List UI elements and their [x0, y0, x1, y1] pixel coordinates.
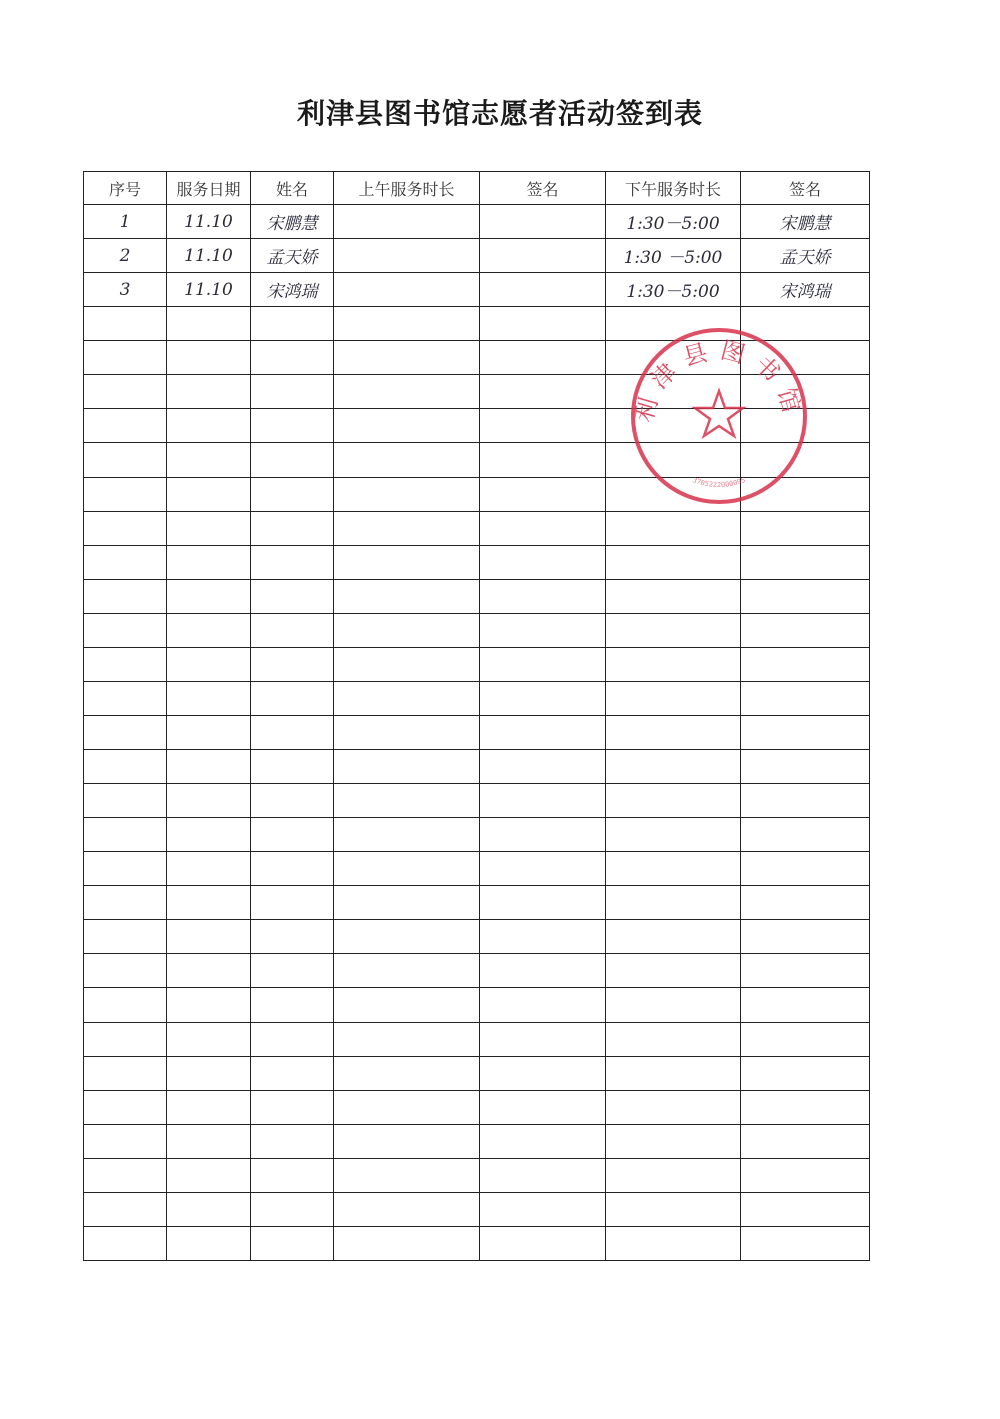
col-header-date: 服务日期 [167, 172, 251, 205]
cell-afternoon-hours [606, 1124, 741, 1158]
cell-afternoon-signature: 宋鸿瑞 [741, 273, 870, 307]
cell-morning-signature [480, 239, 606, 273]
cell-morning-signature [480, 715, 606, 749]
cell-morning-signature [480, 1022, 606, 1056]
cell-name [251, 818, 334, 852]
cell-date [167, 750, 251, 784]
cell-morning-hours [334, 852, 480, 886]
cell-number [84, 1124, 167, 1158]
cell-morning-signature [480, 307, 606, 341]
cell-morning-hours [334, 613, 480, 647]
cell-afternoon-hours [606, 954, 741, 988]
cell-morning-hours [334, 341, 480, 375]
cell-name [251, 784, 334, 818]
cell-afternoon-signature [741, 1056, 870, 1090]
cell-morning-hours [334, 1192, 480, 1226]
table-row-empty [84, 1022, 870, 1056]
cell-number: 3 [84, 273, 167, 307]
cell-afternoon-hours [606, 886, 741, 920]
cell-name [251, 920, 334, 954]
col-header-morning-hours: 上午服务时长 [334, 172, 480, 205]
cell-morning-hours [334, 307, 480, 341]
table-row-empty [84, 545, 870, 579]
cell-number [84, 647, 167, 681]
cell-name [251, 954, 334, 988]
cell-number [84, 852, 167, 886]
cell-name [251, 1056, 334, 1090]
cell-morning-hours [334, 1158, 480, 1192]
cell-number [84, 954, 167, 988]
cell-name [251, 545, 334, 579]
cell-morning-hours [334, 954, 480, 988]
cell-morning-hours [334, 443, 480, 477]
cell-date [167, 545, 251, 579]
cell-afternoon-signature [741, 613, 870, 647]
cell-morning-hours [334, 205, 480, 239]
table-row-empty [84, 1056, 870, 1090]
cell-number [84, 920, 167, 954]
cell-morning-signature [480, 920, 606, 954]
cell-morning-hours [334, 273, 480, 307]
cell-afternoon-signature [741, 920, 870, 954]
cell-number [84, 375, 167, 409]
cell-number [84, 1192, 167, 1226]
table-row-empty [84, 375, 870, 409]
table-row-empty [84, 852, 870, 886]
cell-number: 2 [84, 239, 167, 273]
cell-date [167, 579, 251, 613]
cell-morning-hours [334, 1022, 480, 1056]
cell-morning-hours [334, 784, 480, 818]
cell-afternoon-hours [606, 988, 741, 1022]
cell-morning-signature [480, 750, 606, 784]
cell-afternoon-signature [741, 852, 870, 886]
cell-afternoon-hours: 1:30－5:00 [606, 273, 741, 307]
cell-afternoon-hours [606, 1056, 741, 1090]
cell-morning-signature [480, 205, 606, 239]
cell-name: 宋鸿瑞 [251, 273, 334, 307]
cell-afternoon-signature [741, 681, 870, 715]
cell-morning-signature [480, 1158, 606, 1192]
table-row-empty [84, 613, 870, 647]
cell-number [84, 443, 167, 477]
cell-name: 宋鹏慧 [251, 205, 334, 239]
cell-number: 1 [84, 205, 167, 239]
cell-morning-signature [480, 784, 606, 818]
col-header-afternoon-signature: 签名 [741, 172, 870, 205]
cell-morning-signature [480, 1124, 606, 1158]
cell-afternoon-signature [741, 477, 870, 511]
cell-morning-signature [480, 443, 606, 477]
cell-afternoon-signature: 孟天娇 [741, 239, 870, 273]
table-row-empty [84, 988, 870, 1022]
cell-afternoon-hours: 1:30－5:00 [606, 205, 741, 239]
cell-name [251, 1124, 334, 1158]
cell-date: 11.10 [167, 273, 251, 307]
header-row [84, 172, 870, 205]
cell-afternoon-signature [741, 443, 870, 477]
cell-afternoon-hours [606, 341, 741, 375]
cell-date [167, 988, 251, 1022]
cell-name [251, 443, 334, 477]
table-row-empty [84, 920, 870, 954]
table-row-empty [84, 818, 870, 852]
cell-date [167, 852, 251, 886]
cell-afternoon-signature [741, 988, 870, 1022]
cell-date [167, 443, 251, 477]
cell-number [84, 886, 167, 920]
cell-morning-hours [334, 477, 480, 511]
cell-number [84, 988, 167, 1022]
cell-morning-hours [334, 647, 480, 681]
cell-afternoon-signature [741, 341, 870, 375]
cell-afternoon-signature [741, 954, 870, 988]
cell-afternoon-hours [606, 1158, 741, 1192]
cell-name [251, 852, 334, 886]
table-row-empty [84, 750, 870, 784]
cell-name [251, 1192, 334, 1226]
cell-afternoon-signature [741, 886, 870, 920]
cell-number [84, 307, 167, 341]
cell-date [167, 1056, 251, 1090]
cell-date [167, 1022, 251, 1056]
cell-morning-hours [334, 886, 480, 920]
cell-morning-signature [480, 1090, 606, 1124]
cell-afternoon-hours [606, 750, 741, 784]
cell-afternoon-hours [606, 443, 741, 477]
cell-afternoon-hours: 1:30 －5:00 [606, 239, 741, 273]
cell-name [251, 409, 334, 443]
cell-morning-signature [480, 988, 606, 1022]
cell-morning-signature [480, 409, 606, 443]
cell-name: 孟天娇 [251, 239, 334, 273]
cell-afternoon-signature [741, 1192, 870, 1226]
cell-morning-signature [480, 1192, 606, 1226]
table-row-empty [84, 784, 870, 818]
cell-afternoon-signature [741, 818, 870, 852]
table-row-empty [84, 1226, 870, 1260]
cell-afternoon-signature [741, 375, 870, 409]
cell-date [167, 886, 251, 920]
cell-name [251, 375, 334, 409]
table-row-empty [84, 579, 870, 613]
cell-morning-hours [334, 1226, 480, 1260]
cell-name [251, 1090, 334, 1124]
cell-afternoon-hours [606, 681, 741, 715]
col-header-name: 姓名 [251, 172, 334, 205]
cell-morning-hours [334, 579, 480, 613]
cell-date [167, 1226, 251, 1260]
table-row-empty [84, 511, 870, 545]
cell-morning-signature [480, 647, 606, 681]
cell-afternoon-signature [741, 511, 870, 545]
cell-afternoon-hours [606, 375, 741, 409]
cell-number [84, 409, 167, 443]
cell-morning-hours [334, 409, 480, 443]
cell-afternoon-hours [606, 647, 741, 681]
cell-afternoon-hours [606, 715, 741, 749]
cell-afternoon-hours [606, 1226, 741, 1260]
cell-number [84, 477, 167, 511]
cell-morning-hours [334, 818, 480, 852]
cell-name [251, 988, 334, 1022]
cell-morning-hours [334, 375, 480, 409]
cell-name [251, 647, 334, 681]
cell-afternoon-hours [606, 477, 741, 511]
cell-morning-hours [334, 681, 480, 715]
table-row-empty [84, 1158, 870, 1192]
page-title: 利津县图书馆志愿者活动签到表 [296, 97, 703, 130]
cell-afternoon-signature [741, 1022, 870, 1056]
cell-date [167, 715, 251, 749]
cell-morning-hours [334, 1090, 480, 1124]
table-row [84, 273, 870, 307]
cell-afternoon-signature [741, 750, 870, 784]
cell-morning-hours [334, 239, 480, 273]
table-row-empty [84, 1090, 870, 1124]
cell-date [167, 477, 251, 511]
cell-afternoon-hours [606, 511, 741, 545]
cell-afternoon-hours [606, 818, 741, 852]
cell-date [167, 511, 251, 545]
cell-afternoon-hours [606, 409, 741, 443]
col-header-number: 序号 [84, 172, 167, 205]
cell-name [251, 1022, 334, 1056]
cell-afternoon-signature [741, 784, 870, 818]
cell-name [251, 750, 334, 784]
cell-morning-signature [480, 681, 606, 715]
cell-morning-signature [480, 886, 606, 920]
cell-afternoon-signature [741, 1090, 870, 1124]
seal-text: 利津县图书馆 [629, 335, 809, 426]
cell-date [167, 954, 251, 988]
cell-afternoon-signature [741, 647, 870, 681]
cell-afternoon-hours [606, 579, 741, 613]
sign-in-table [83, 171, 870, 1261]
cell-morning-hours [334, 988, 480, 1022]
cell-afternoon-signature [741, 1226, 870, 1260]
cell-morning-hours [334, 715, 480, 749]
cell-name [251, 477, 334, 511]
cell-name [251, 341, 334, 375]
table-row-empty [84, 1124, 870, 1158]
cell-number [84, 1022, 167, 1056]
cell-morning-hours [334, 750, 480, 784]
cell-afternoon-signature [741, 579, 870, 613]
cell-afternoon-signature [741, 409, 870, 443]
table-row-empty [84, 886, 870, 920]
table-row-empty [84, 307, 870, 341]
cell-morning-signature [480, 375, 606, 409]
cell-morning-signature [480, 579, 606, 613]
cell-name [251, 681, 334, 715]
cell-afternoon-hours [606, 920, 741, 954]
table-row-empty [84, 443, 870, 477]
cell-morning-signature [480, 818, 606, 852]
cell-name [251, 613, 334, 647]
cell-date [167, 1158, 251, 1192]
cell-afternoon-signature: 宋鹏慧 [741, 205, 870, 239]
cell-number [84, 1090, 167, 1124]
cell-date [167, 647, 251, 681]
cell-date: 11.10 [167, 205, 251, 239]
cell-morning-hours [334, 1124, 480, 1158]
cell-afternoon-signature [741, 307, 870, 341]
cell-afternoon-signature [741, 1124, 870, 1158]
cell-number [84, 1158, 167, 1192]
cell-morning-signature [480, 511, 606, 545]
table-row-empty [84, 477, 870, 511]
cell-afternoon-hours [606, 1192, 741, 1226]
col-header-afternoon-hours: 下午服务时长 [606, 172, 741, 205]
table-row-empty [84, 341, 870, 375]
cell-morning-signature [480, 273, 606, 307]
cell-name [251, 511, 334, 545]
cell-name [251, 1158, 334, 1192]
cell-morning-signature [480, 954, 606, 988]
cell-afternoon-hours [606, 852, 741, 886]
cell-number [84, 784, 167, 818]
cell-afternoon-signature [741, 715, 870, 749]
cell-morning-signature [480, 545, 606, 579]
cell-date [167, 613, 251, 647]
cell-name [251, 1226, 334, 1260]
cell-number [84, 545, 167, 579]
cell-date [167, 409, 251, 443]
cell-date: 11.10 [167, 239, 251, 273]
cell-afternoon-hours [606, 613, 741, 647]
cell-date [167, 784, 251, 818]
cell-morning-hours [334, 545, 480, 579]
cell-number [84, 818, 167, 852]
cell-morning-hours [334, 920, 480, 954]
cell-number [84, 579, 167, 613]
table-row-empty [84, 647, 870, 681]
cell-number [84, 613, 167, 647]
cell-number [84, 1056, 167, 1090]
table-row [84, 239, 870, 273]
cell-number [84, 715, 167, 749]
cell-afternoon-hours [606, 545, 741, 579]
cell-afternoon-signature [741, 1158, 870, 1192]
cell-number [84, 511, 167, 545]
cell-date [167, 1192, 251, 1226]
cell-number [84, 341, 167, 375]
cell-date [167, 681, 251, 715]
cell-date [167, 920, 251, 954]
cell-morning-signature [480, 1056, 606, 1090]
cell-afternoon-signature [741, 545, 870, 579]
cell-morning-signature [480, 852, 606, 886]
cell-morning-hours [334, 1056, 480, 1090]
cell-morning-signature [480, 1226, 606, 1260]
cell-date [167, 1090, 251, 1124]
cell-morning-hours [334, 511, 480, 545]
table-row-empty [84, 715, 870, 749]
cell-date [167, 341, 251, 375]
cell-date [167, 818, 251, 852]
table-row-empty [84, 1192, 870, 1226]
table-row-empty [84, 954, 870, 988]
cell-date [167, 307, 251, 341]
cell-name [251, 886, 334, 920]
cell-number [84, 681, 167, 715]
seal-serial-number: 3705222000095 [691, 476, 747, 490]
cell-afternoon-hours [606, 1090, 741, 1124]
cell-morning-signature [480, 341, 606, 375]
col-header-morning-signature: 签名 [480, 172, 606, 205]
cell-afternoon-hours [606, 307, 741, 341]
cell-number [84, 1226, 167, 1260]
table-row-empty [84, 681, 870, 715]
table-row [84, 205, 870, 239]
cell-morning-signature [480, 477, 606, 511]
cell-name [251, 715, 334, 749]
cell-name [251, 579, 334, 613]
cell-date [167, 1124, 251, 1158]
cell-date [167, 375, 251, 409]
cell-number [84, 750, 167, 784]
table-row-empty [84, 409, 870, 443]
cell-morning-signature [480, 613, 606, 647]
cell-afternoon-hours [606, 784, 741, 818]
cell-afternoon-hours [606, 1022, 741, 1056]
cell-name [251, 307, 334, 341]
